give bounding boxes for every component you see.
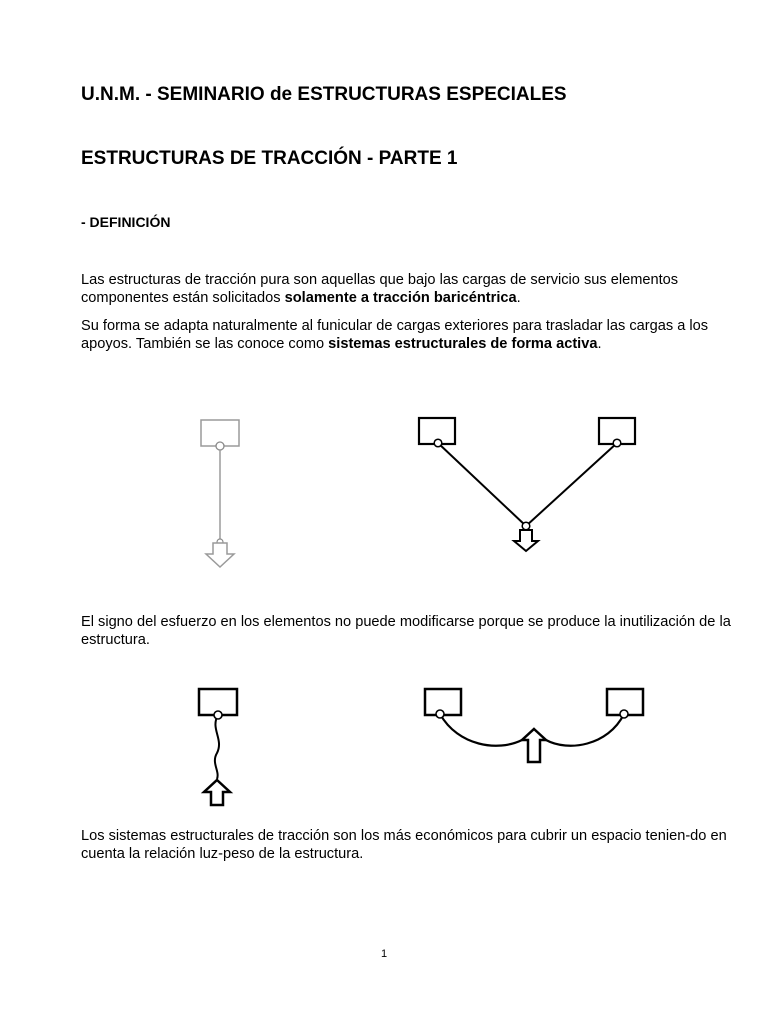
v-cable-diagram xyxy=(412,412,644,557)
slack-cable xyxy=(215,715,219,779)
slack-tie-diagram xyxy=(190,683,245,811)
paragraph-sign: El signo del esfuerzo en los elementos no puede modificarse porque se produce la inutilización de la estructura. xyxy=(81,614,731,648)
pin-joint xyxy=(620,710,628,718)
pin-joint xyxy=(216,442,224,450)
pin-joint xyxy=(214,711,222,719)
paragraph-definition-bold: solamente a tracción baricéntrica xyxy=(284,290,517,306)
document-title: U.N.M. - SEMINARIO de ESTRUCTURAS ESPECIALES xyxy=(81,84,567,105)
pin-joint xyxy=(434,439,442,447)
load-arrow-up xyxy=(204,780,230,805)
pin-joint xyxy=(436,710,444,718)
section-heading: - DEFINICIÓN xyxy=(81,214,171,230)
paragraph-economy: Los sistemas estructurales de tracción son los más económicos para cubrir un espacio tenien-do en cuenta la relación luz-peso de la estructura. xyxy=(81,828,727,862)
paragraph-form xyxy=(81,317,731,353)
paragraph-definition xyxy=(81,271,731,307)
cable-right xyxy=(526,443,617,526)
paragraph-definition-text: Las estructuras de tracción pura son aquellas que bajo las cargas de servicio sus elementos componentes están solicitados xyxy=(81,272,679,306)
hanging-tie-diagram xyxy=(195,415,250,575)
paragraph-form-bold: sistemas estructurales de forma activa xyxy=(328,336,598,352)
pin-joint xyxy=(522,522,530,530)
load-arrow-down xyxy=(206,543,234,567)
document-subtitle: ESTRUCTURAS DE TRACCIÓN - PARTE 1 xyxy=(81,148,458,169)
page-number: 1 xyxy=(380,948,388,960)
cable-left xyxy=(438,443,526,526)
sagging-cable-diagram xyxy=(418,684,650,770)
load-arrow-down xyxy=(514,530,538,551)
load-arrow-up xyxy=(522,729,546,762)
paragraph-form-text: Su forma se adapta naturalmente al funicular de cargas exteriores para trasladar las cargas a los apoyos. También se las conoce como xyxy=(81,318,709,352)
paragraph-definition-end: . xyxy=(516,290,521,306)
paragraph-form-end: . xyxy=(597,336,602,352)
pin-joint xyxy=(613,439,621,447)
